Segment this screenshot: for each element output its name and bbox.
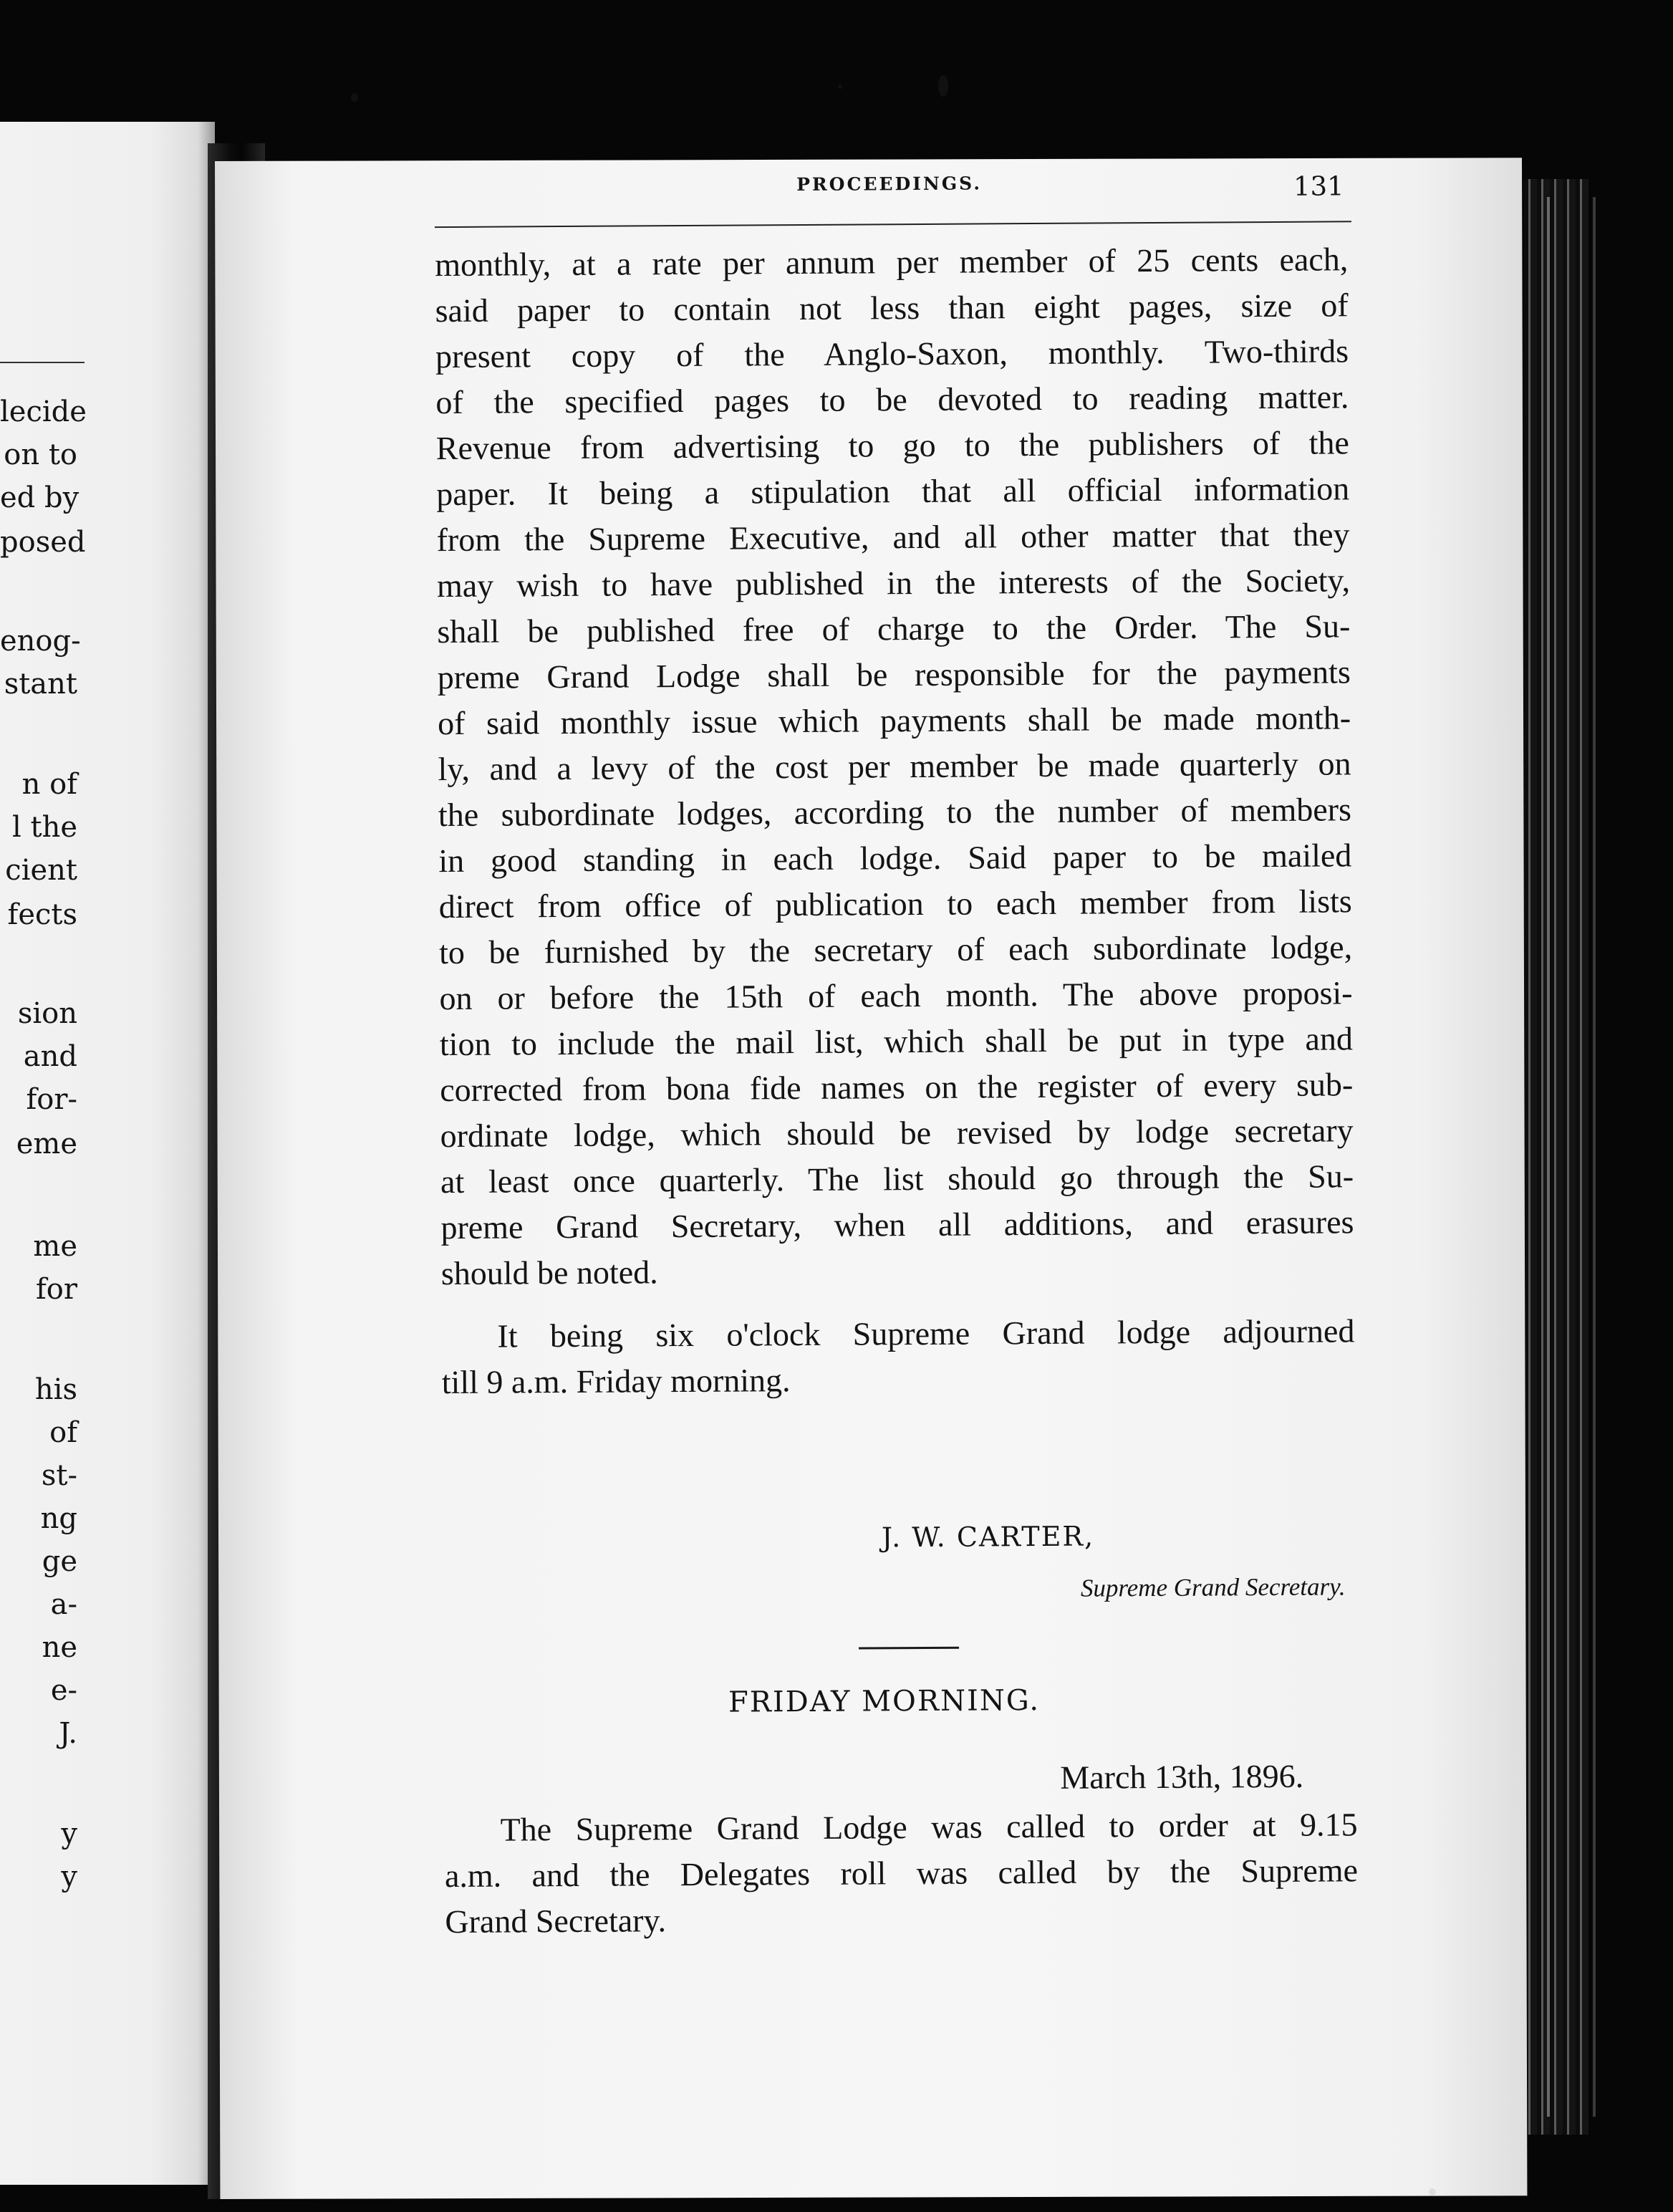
left-page-fragment-text: a- bbox=[50, 1588, 77, 1621]
page-content bbox=[215, 0, 1359, 2038]
left-page-fragment-text: his bbox=[34, 1373, 77, 1406]
left-page-fragment-text: cient bbox=[5, 854, 77, 887]
page-number: 131 bbox=[1293, 170, 1344, 202]
left-page-fragment-text: eme bbox=[16, 1127, 77, 1160]
text-line: preme Grand Secretary, when all additions, and erasures bbox=[440, 1203, 1354, 1246]
text-line: said paper to contain not less than eight pages, size of bbox=[435, 287, 1349, 330]
body-text bbox=[435, 236, 1355, 1405]
left-page-fragment-text: stant bbox=[4, 668, 77, 701]
running-head bbox=[435, 170, 1344, 219]
left-page-fragment bbox=[0, 1418, 172, 1447]
paragraph-adjournment bbox=[441, 1308, 1355, 1405]
left-page-fragment bbox=[0, 1504, 172, 1533]
text-line: Grand Secretary. bbox=[445, 1902, 667, 1941]
left-page-fragment bbox=[0, 1547, 172, 1576]
paragraph-resolution bbox=[435, 236, 1354, 1297]
text-line: a.m. and the Delegates roll was called by the Supreme bbox=[444, 1852, 1359, 1895]
text-line: to be furnished by the secretary of each subordinate lodge, bbox=[438, 928, 1353, 971]
text-line: of said monthly issue which payments shall be made month- bbox=[438, 699, 1351, 742]
left-page-fragment-text: on to bbox=[4, 438, 77, 471]
text-line: ly, and a levy of the cost per member be made quarterly on bbox=[438, 745, 1351, 788]
left-page-fragment-text: ed by bbox=[0, 481, 79, 514]
text-line: may wish to have published in the interests of the Society, bbox=[436, 562, 1351, 605]
left-page-fragment bbox=[0, 481, 172, 514]
dust-speck bbox=[938, 75, 948, 97]
left-page-fragment bbox=[0, 1719, 172, 1748]
text-line: shall be published free of charge to the Order. The Su- bbox=[437, 607, 1351, 650]
left-page-fragment-text: y bbox=[61, 1860, 77, 1893]
left-page-fragment bbox=[0, 438, 172, 471]
left-page-fragment-text: enog- bbox=[0, 625, 81, 658]
left-page-fragment-text: for- bbox=[26, 1083, 77, 1116]
left-page-fragment-text: sion bbox=[17, 997, 77, 1030]
left-page-fragment-text: st- bbox=[41, 1459, 77, 1492]
left-page-fragment bbox=[0, 770, 172, 799]
left-page-fragment bbox=[0, 625, 172, 658]
book-cover-edge bbox=[1547, 197, 1596, 2117]
left-page-fragment-text: me bbox=[33, 1230, 77, 1263]
left-page-fragment bbox=[0, 1232, 172, 1261]
text-line: on or before the 15th of each month. The above proposi- bbox=[439, 974, 1353, 1017]
text-line: of the specified pages to be devoted to reading matter. bbox=[435, 378, 1349, 421]
text-line: from the Supreme Executive, and all other matter that they bbox=[436, 516, 1350, 559]
left-page-fragment-text: y bbox=[61, 1817, 77, 1850]
text-line: present copy of the Anglo-Saxon, monthly. Two-thirds bbox=[435, 332, 1349, 375]
left-page-fragment-text: e- bbox=[50, 1674, 77, 1707]
left-page-fragment bbox=[0, 856, 172, 885]
left-page-fragment-text: n of bbox=[21, 768, 77, 801]
dust-speck bbox=[838, 85, 842, 89]
left-page-fragment bbox=[0, 1590, 172, 1619]
text-line: corrected from bona fide names on the register of every sub- bbox=[440, 1066, 1354, 1109]
text-line: monthly, at a rate per annum per member of 25 cents each, bbox=[435, 241, 1349, 284]
left-page-fragment-text: J. bbox=[59, 1717, 77, 1750]
running-title: PROCEEDINGS. bbox=[796, 173, 983, 196]
section-date: March 13th, 1896. bbox=[1060, 1757, 1304, 1796]
signature-title: Supreme Grand Secretary. bbox=[1080, 1572, 1346, 1602]
dust-speck bbox=[351, 93, 358, 102]
left-page-fragment-text: ge bbox=[42, 1545, 77, 1578]
left-page-fragment-text: posed bbox=[0, 526, 86, 559]
left-page-fragment-text: ng bbox=[40, 1502, 77, 1535]
left-page-fragment bbox=[0, 528, 172, 557]
text-line: preme Grand Lodge shall be responsible for the payments bbox=[437, 653, 1351, 696]
text-line: It being six o'clock Supreme Grand lodge adjourned bbox=[497, 1312, 1355, 1355]
left-page-fragment bbox=[0, 1042, 172, 1071]
text-line: should be noted. bbox=[440, 1254, 658, 1292]
text-line: tion to include the mail list, which shall be put in type and bbox=[439, 1020, 1354, 1063]
left-page-text-fragments bbox=[0, 122, 172, 2185]
text-line: ordinate lodge, which should be revised by lodge secretary bbox=[440, 1112, 1354, 1155]
text-line: till 9 a.m. Friday morning. bbox=[441, 1362, 791, 1401]
paragraph-call-to-order bbox=[444, 1802, 1358, 1945]
left-facing-page bbox=[0, 122, 215, 2185]
left-page-fragment bbox=[0, 1275, 172, 1304]
text-line: direct from office of publication to each member from lists bbox=[438, 883, 1352, 925]
left-page-fragment bbox=[0, 999, 172, 1028]
left-page-fragment bbox=[0, 1862, 172, 1891]
left-page-fragment bbox=[0, 900, 172, 929]
left-page-fragment bbox=[0, 1085, 172, 1114]
left-page-fragment bbox=[0, 813, 172, 842]
text-line: Revenue from advertising to go to the publishers of the bbox=[435, 424, 1349, 467]
text-line: paper. It being a stipulation that all official information bbox=[436, 470, 1350, 513]
text-line: at least once quarterly. The list should go through the Su- bbox=[440, 1158, 1354, 1201]
left-page-fragment bbox=[0, 1633, 172, 1662]
left-page-fragment bbox=[0, 1461, 172, 1490]
left-page-fragment-text: fects bbox=[7, 898, 77, 931]
section-heading: FRIDAY MORNING. bbox=[728, 1684, 1041, 1719]
left-page-fragment-text: lecide bbox=[0, 395, 87, 428]
text-line: in good standing in each lodge. Said paper to be mailed bbox=[438, 837, 1352, 880]
signature-name: J. W. CARTER, bbox=[881, 1520, 1095, 1554]
left-page-fragment bbox=[0, 668, 172, 701]
left-page-fragment bbox=[0, 395, 172, 428]
left-page-fragment-text: ne bbox=[42, 1631, 77, 1664]
left-page-fragment bbox=[0, 1819, 172, 1848]
left-page-fragment-text: for bbox=[35, 1273, 77, 1306]
text-line: The Supreme Grand Lodge was called to order at 9.15 bbox=[500, 1806, 1358, 1848]
left-page-fragment-text: and bbox=[23, 1040, 77, 1073]
left-page-fragment bbox=[0, 1676, 172, 1705]
dust-speck bbox=[1429, 2188, 1436, 2196]
left-page-fragment-text: l the bbox=[11, 811, 77, 844]
header-rule bbox=[435, 221, 1351, 228]
text-line: the subordinate lodges, according to the number of members bbox=[438, 791, 1352, 834]
left-page-fragment bbox=[0, 1375, 172, 1404]
left-page-fragment bbox=[0, 1127, 172, 1160]
section-divider-rule bbox=[859, 1647, 959, 1650]
left-page-fragment-text: of bbox=[49, 1416, 77, 1449]
